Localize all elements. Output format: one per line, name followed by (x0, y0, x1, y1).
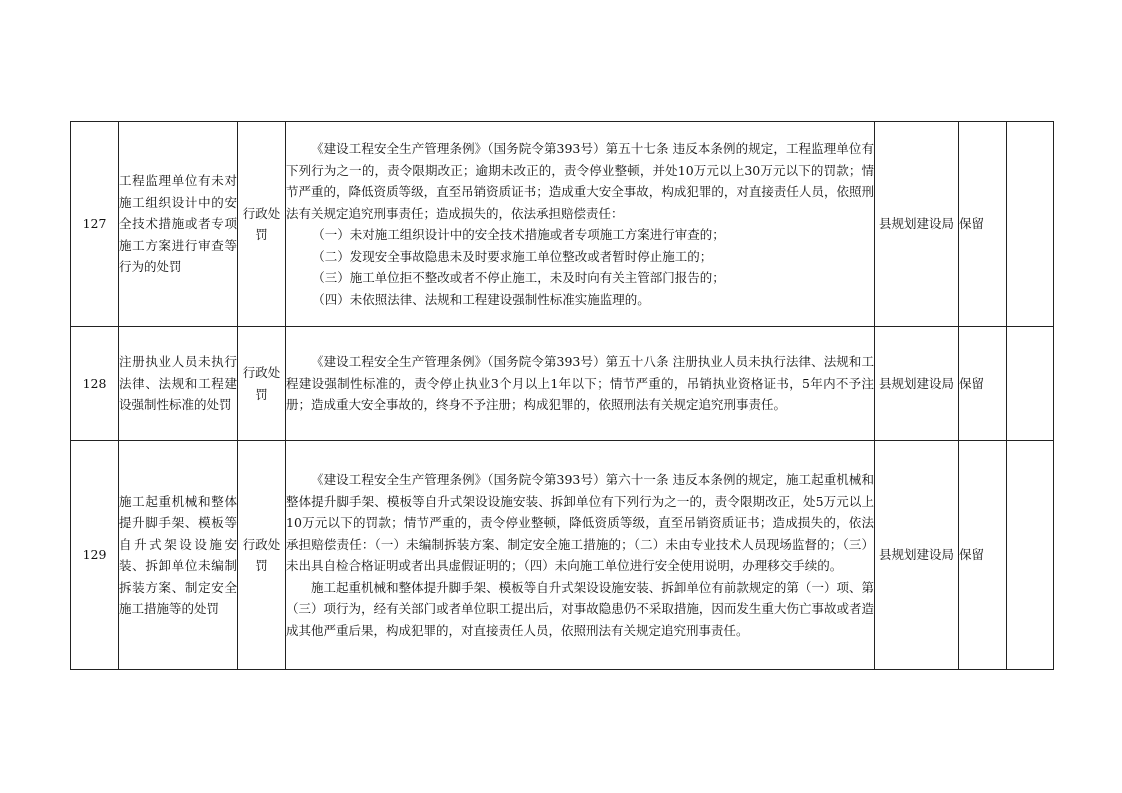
basis-paragraph: 施工起重机械和整体提升脚手架、模板等自升式架设设施安装、拆卸单位有前款规定的第（一）项、第（三）项行为，经有关部门或者单位职工提出后，对事故隐患仍不采取措施，因而发生重大伤亡事故或者造成其他严重后果，构成犯罪的，对直接责任人员，依照刑法有关规定追究刑事责任。 (286, 579, 874, 638)
item-name: 施工起重机械和整体提升脚手架、模板等自升式架设设施安装、拆卸单位未编制拆装方案、制定安全施工措施等的处罚 (119, 441, 238, 670)
basis-paragraph: （二）发现安全事故隐患未及时要求施工单位整改或者暂时停止施工的； (312, 248, 713, 264)
responsible-department: 县规划建设局 (875, 122, 959, 327)
power-type: 行政处罚 (238, 327, 286, 441)
table-row (71, 441, 1054, 670)
power-type: 行政处罚 (238, 441, 286, 670)
responsible-department: 县规划建设局 (875, 441, 959, 670)
status: 保留 (959, 441, 1007, 670)
basis-paragraph: 《建设工程安全生产管理条例》（国务院令第393号）第六十一条 违反本条例的规定，施工起重机械和整体提升脚手架、模板等自升式架设设施安装、拆卸单位有下列行为之一的，责令限期改正，处5万元以上10万元以下的罚款；情节严重的，责令停业整顿，降低资质等级，直至吊销资质证书；造成损失的，依法承担赔偿责任：（一）未编制拆装方案、制定安全施工措施的；（二）未由专业技术人员现场监督的；（三）未出具自检合格证明或者出具虚假证明的；（四）未向施工单位进行安全使用说明，办理移交手续的。 (286, 472, 874, 573)
remark (1007, 327, 1054, 441)
table-row (71, 122, 1054, 327)
responsible-department: 县规划建设局 (875, 327, 959, 441)
table-row (71, 327, 1054, 441)
row-number: 127 (71, 122, 119, 327)
status: 保留 (959, 122, 1007, 327)
basis-paragraph: （三）施工单位拒不整改或者不停止施工，未及时向有关主管部门报告的； (312, 270, 725, 285)
basis-paragraph: 《建设工程安全生产管理条例》（国务院令第393号）第五十七条 违反本条例的规定，工程监理单位有下列行为之一的，责令限期改正；逾期未改正的，责令停业整顿，并处10万元以上30万元以下的罚款；情节严重的，降低资质等级，直至吊销资质证书；造成重大安全事故，构成犯罪的，对直接责任人员，依照刑法有关规定追究刑事责任；造成损失的，依法承担赔偿责任： (286, 141, 874, 221)
row-number: 129 (71, 441, 119, 670)
remark (1007, 122, 1054, 327)
status: 保留 (959, 327, 1007, 441)
item-name: 注册执业人员未执行法律、法规和工程建设强制性标准的处罚 (119, 327, 238, 441)
basis-paragraph: （四）未依照法律、法规和工程建设强制性标准实施监理的。 (312, 291, 650, 307)
item-name: 工程监理单位有未对施工组织设计中的安全技术措施或者专项施工方案进行审查等行为的处罚 (119, 122, 238, 327)
power-type: 行政处罚 (238, 122, 286, 327)
basis-paragraph: 《建设工程安全生产管理条例》（国务院令第393号）第五十八条 注册执业人员未执行法律、法规和工程建设强制性标准的，责令停止执业3个月以上1年以下；情节严重的，吊销执业资格证书，5年内不予注册；造成重大安全事故的，终身不予注册；构成犯罪的，依照刑法有关规定追究刑事责任。 (286, 354, 874, 413)
power-list-table (70, 121, 1054, 670)
basis-paragraph: （一）未对施工组织设计中的安全技术措施或者专项施工方案进行审查的； (312, 227, 725, 242)
legal-basis (286, 122, 875, 327)
legal-basis (286, 441, 875, 670)
remark (1007, 441, 1054, 670)
legal-basis (286, 327, 875, 441)
row-number: 128 (71, 327, 119, 441)
